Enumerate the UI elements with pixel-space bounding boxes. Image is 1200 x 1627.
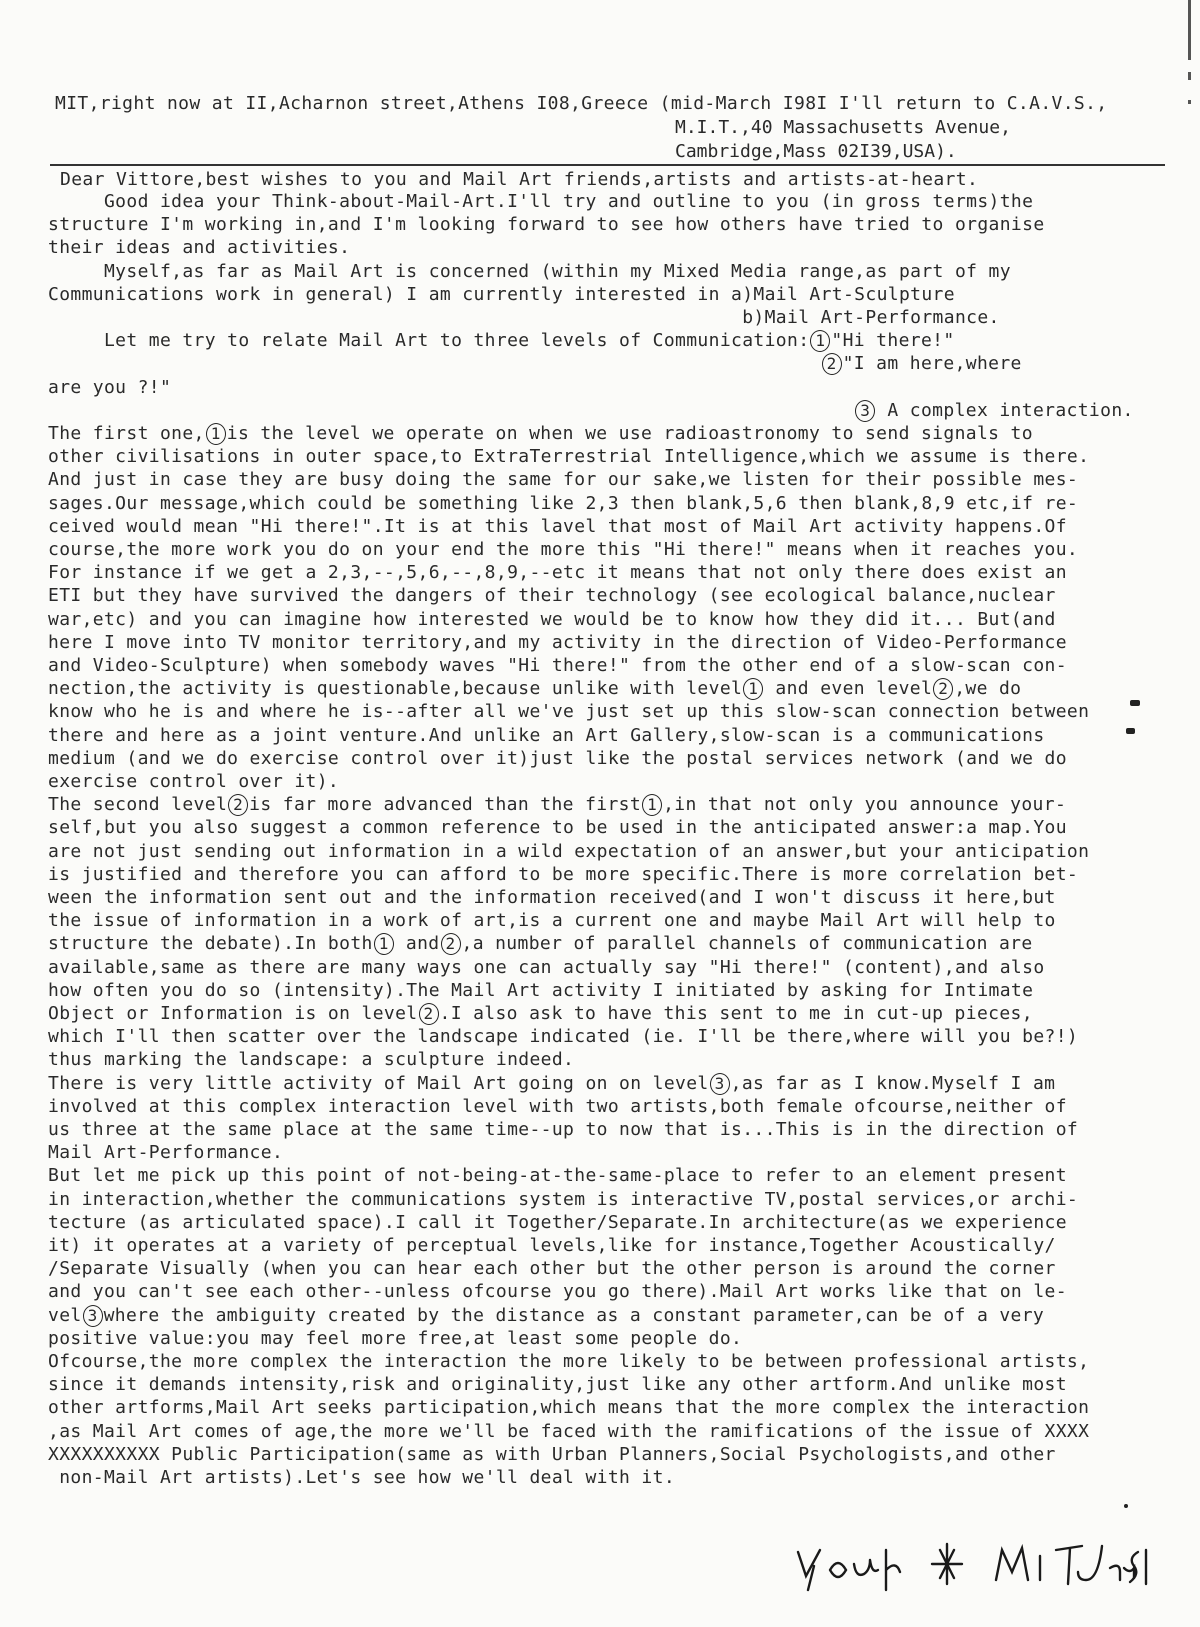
- text-line: [48, 1280, 1067, 1304]
- circled-number: 1: [374, 933, 394, 955]
- text-line: [48, 1420, 1089, 1444]
- text-line: [48, 260, 1011, 284]
- text-line-content: in interaction,whether the communications system is interactive TV,postal services,or archi-: [48, 1188, 1079, 1210]
- text-line: [48, 1141, 283, 1165]
- text-line: [48, 1350, 1089, 1374]
- text-fragment: ,as far as I know.Myself I am: [730, 1072, 1056, 1094]
- text-line: [48, 213, 1045, 237]
- text-line: [48, 422, 1033, 446]
- text-line-content: the issue of information in a work of art,is a current one and maybe Mail Art will help to: [48, 910, 1056, 932]
- text-line-content: thus marking the landscape: a sculpture indeed.: [48, 1049, 575, 1071]
- header-line-1: MIT,right now at II,Acharnon street,Athens I08,Greece (mid-March I98I I'll return to C.A.V.S.,: [55, 93, 1108, 114]
- circled-number: 2: [228, 794, 248, 816]
- text-line-content: Ofcourse,the more complex the interaction the more likely to be between professional artists,: [48, 1351, 1090, 1372]
- text-line-content: tecture (as articulated space).I call it Together/Separate.In architecture(as we experience: [48, 1211, 1067, 1233]
- text-line: [48, 1443, 1056, 1467]
- text-line-content: and you can't see each other--unless ofcourse you go there).Mail Art works like that on le-: [48, 1281, 1067, 1303]
- text-line-content: know who he is and where he is--after all we've just set up this slow-scan connection between: [48, 701, 1090, 723]
- text-line: [48, 1466, 675, 1490]
- text-line: [48, 1211, 1067, 1235]
- text-line-content: exercise control over it).: [48, 771, 340, 792]
- text-line-content: war,etc) and you can imagine how interested we would be to know how they did it... But(and: [48, 608, 1056, 630]
- margin-mark: [1126, 728, 1135, 734]
- text-line: [48, 770, 339, 794]
- margin-mark: [1124, 1504, 1128, 1508]
- text-line-content: nection,the activity is questionable,because unlike with level: [48, 678, 743, 700]
- text-line: [48, 399, 1134, 423]
- text-line-content: course,the more work you do on your end the more this "Hi there!" means when it reaches you.: [48, 539, 1079, 560]
- text-line: [48, 376, 171, 400]
- text-line-content: other artforms,Mail Art seeks participation,which means that the more complex the interaction: [48, 1397, 1090, 1419]
- text-line: [48, 654, 1067, 678]
- text-line: [48, 979, 1033, 1003]
- text-line: [48, 329, 955, 353]
- text-fragment: ,a number of parallel channels of communication are: [461, 933, 1033, 955]
- text-line: [48, 909, 1056, 933]
- header-line-2: M.I.T.,40 Massachusetts Avenue,: [675, 117, 1011, 138]
- text-line: [48, 306, 1000, 330]
- text-line-content: For instance if we get a 2,3,--,5,6,--,8,9,--etc it means that not only there does exist an: [48, 562, 1067, 584]
- text-line-content: is justified and therefore you can afford to be more specific.There is more correlation bet-: [48, 863, 1079, 885]
- text-line: [48, 283, 955, 307]
- text-line-content: And just in case they are busy doing the same for our sake,we listen for their possible mes-: [48, 469, 1079, 491]
- text-line: [48, 1188, 1078, 1212]
- text-line: [48, 468, 1078, 492]
- text-line-content: and Video-Sculpture) when somebody waves "Hi there!" from the other end of a slow-scan con-: [48, 655, 1067, 676]
- salutation: Dear Vittore,best wishes to you and Mail Art friends,artists and artists-at-heart.: [60, 169, 979, 190]
- text-fragment: and even level: [764, 678, 933, 700]
- text-line: [48, 584, 1056, 608]
- text-line-content: b)Mail Art-Performance.: [48, 307, 1000, 328]
- text-line: [48, 1373, 1067, 1397]
- text-line-content: /Separate Visually (when you can hear each other but the other person is around the corner: [48, 1258, 1056, 1280]
- text-line-content: which I'll then scatter over the landscape indicated (ie. I'll be there,where will you be?!): [48, 1026, 1079, 1048]
- text-line-content: vel: [48, 1304, 82, 1326]
- text-line: [48, 515, 1067, 539]
- text-line-content: The second level: [48, 794, 228, 816]
- text-line: [48, 1072, 1055, 1096]
- text-line: [48, 538, 1078, 562]
- text-line: [48, 886, 1056, 910]
- header-line-3: Cambridge,Mass 02I39,USA).: [675, 141, 957, 162]
- circled-number: 3: [83, 1305, 103, 1327]
- text-line-content: medium (and we do exercise control over it)just like the postal services network (and we do: [48, 747, 1067, 769]
- text-line: [48, 747, 1067, 771]
- text-line-content: positive value:you may feel more free,at least some people do.: [48, 1327, 743, 1349]
- text-line: [48, 1327, 742, 1351]
- text-fragment: is the level we operate on when we use radioastronomy to send signals to: [226, 423, 1033, 444]
- text-line-content: Myself,as far as Mail Art is concerned (within my Mixed Media range,as part of my: [48, 260, 1011, 282]
- text-line: [48, 956, 1045, 980]
- circled-number: 2: [933, 678, 953, 700]
- text-line-content: there and here as a joint venture.And unlike an Art Gallery,slow-scan is a communications: [48, 724, 1045, 746]
- text-line-content: Good idea your Think-about-Mail-Art.I'll try and outline to you (in gross terms)the: [48, 191, 1034, 212]
- text-line: [48, 1164, 1067, 1188]
- text-line-content: how often you do so (intensity).The Mail Art activity I initiated by asking for Intimate: [48, 979, 1034, 1001]
- text-line: [48, 1118, 1078, 1142]
- circled-number: 3: [855, 400, 875, 422]
- text-fragment: ,in that not only you announce your-: [663, 794, 1067, 816]
- circled-number: 2: [441, 933, 461, 955]
- text-line: [48, 1396, 1089, 1420]
- text-line: [48, 700, 1089, 724]
- text-line-content: structure I'm working in,and I'm looking forward to see how others have tried to organise: [48, 214, 1045, 236]
- text-line: [48, 863, 1078, 887]
- margin-mark: [1130, 700, 1140, 706]
- text-line-content: There is very little activity of Mail Art going on on level: [48, 1072, 709, 1094]
- scan-edge-marks: [1160, 0, 1200, 1627]
- text-fragment: is far more advanced than the first: [249, 794, 642, 816]
- text-line: [48, 492, 1078, 516]
- circled-number: 1: [743, 678, 763, 700]
- text-line: [48, 1048, 574, 1072]
- text-line: [48, 190, 1033, 214]
- text-line: [48, 236, 350, 260]
- text-line-content: are not just sending out information in a wild expectation of an answer,but your anticipation: [48, 840, 1090, 862]
- text-line: [48, 932, 1033, 956]
- text-line: [48, 352, 1022, 376]
- text-line-content: But let me pick up this point of not-being-at-the-same-place to refer to an element present: [48, 1165, 1067, 1187]
- text-line-content: The first one,: [48, 423, 205, 444]
- text-line-content: non-Mail Art artists).Let's see how we'll deal with it.: [48, 1467, 676, 1488]
- text-line-content: other civilisations in outer space,to ExtraTerrestrial Intelligence,which we assume is there.: [48, 446, 1090, 468]
- text-line: [48, 561, 1067, 585]
- text-line: [48, 608, 1056, 632]
- text-fragment: and: [394, 933, 440, 955]
- text-line-content: here I move into TV monitor territory,and my activity in the direction of Video-Performance: [48, 631, 1067, 653]
- text-fragment: .I also ask to have this sent to me in cut-up pieces,: [439, 1003, 1033, 1024]
- text-line-content: available,same as there are many ways one can actually say "Hi there!" (content),and also: [48, 956, 1045, 978]
- text-line-content: ceived would mean "Hi there!".It is at this lavel that most of Mail Art activity happens.Of: [48, 515, 1067, 537]
- text-line: [48, 724, 1045, 748]
- text-line: [48, 445, 1089, 469]
- text-line-content: involved at this complex interaction level with two artists,both female ofcourse,neither of: [48, 1095, 1067, 1117]
- circled-number: 3: [710, 1073, 730, 1095]
- text-line-content: ETI but they have survived the dangers of their technology (see ecological balance,nuclear: [48, 585, 1056, 607]
- complex-interaction: A complex interaction.: [876, 399, 1134, 421]
- text-line: [48, 1095, 1067, 1119]
- text-line-content: structure the debate).In both: [48, 933, 373, 955]
- text-line-content: Object or Information is on level: [48, 1003, 418, 1024]
- text-line-content: their ideas and activities.: [48, 237, 351, 259]
- text-line: [48, 1234, 1056, 1258]
- text-line-content: since it demands intensity,risk and originality,just like any other artform.And unlike most: [48, 1374, 1067, 1396]
- quote-i-am-here: "I am here,where: [842, 353, 1022, 375]
- text-line-content: it) it operates at a variety of perceptual levels,like for instance,Together Acoustically/: [48, 1235, 1056, 1256]
- text-line-content: are you ?!": [48, 376, 172, 398]
- text-line: [48, 631, 1067, 655]
- text-line: [48, 1257, 1056, 1281]
- indent: [48, 400, 854, 421]
- text-fragment: ,we do: [954, 678, 1022, 700]
- text-line-content: self,but you also suggest a common reference to be used in the anticipated answer:a map.You: [48, 817, 1067, 839]
- circled-number: 2: [822, 353, 842, 375]
- text-line: [48, 1025, 1078, 1049]
- text-line-content: Mail Art-Performance.: [48, 1142, 284, 1164]
- circled-number: 1: [642, 794, 662, 816]
- handwritten-signature: [790, 1530, 1150, 1600]
- text-line-content: Let me try to relate Mail Art to three levels of Communication:: [48, 330, 810, 352]
- text-line: [48, 1304, 1044, 1328]
- text-line-content: us three at the same place at the same time--up to now that is...This is in the direction of: [48, 1119, 1079, 1140]
- text-line-content: Communications work in general) I am currently interested in a)Mail Art-Sculpture: [48, 283, 955, 305]
- text-line: [48, 1002, 1033, 1026]
- text-line-content: ,as Mail Art comes of age,the more we'll be faced with the ramifications of the issue of XXXX: [48, 1420, 1090, 1442]
- circled-number: 1: [206, 423, 226, 445]
- indent: [48, 353, 821, 374]
- text-line: [48, 793, 1066, 817]
- circled-number: 1: [810, 330, 830, 352]
- text-line-content: XXXXXXXXXX Public Participation(same as with Urban Planners,Social Psychologists,and other: [48, 1443, 1056, 1465]
- header-divider: [50, 164, 1165, 166]
- quote-hi-there: "Hi there!": [831, 330, 955, 352]
- text-line-content: ween the information sent out and the information received(and I won't discuss it here,but: [48, 887, 1056, 908]
- text-line-content: sages.Our message,which could be something like 2,3 then blank,5,6 then blank,8,9 etc,if re-: [48, 492, 1079, 514]
- text-line: [48, 677, 1021, 701]
- text-line: [48, 816, 1067, 840]
- circled-number: 2: [419, 1003, 439, 1025]
- text-fragment: where the ambiguity created by the distance as a constant parameter,can be of a very: [103, 1304, 1045, 1326]
- text-line: [48, 840, 1089, 864]
